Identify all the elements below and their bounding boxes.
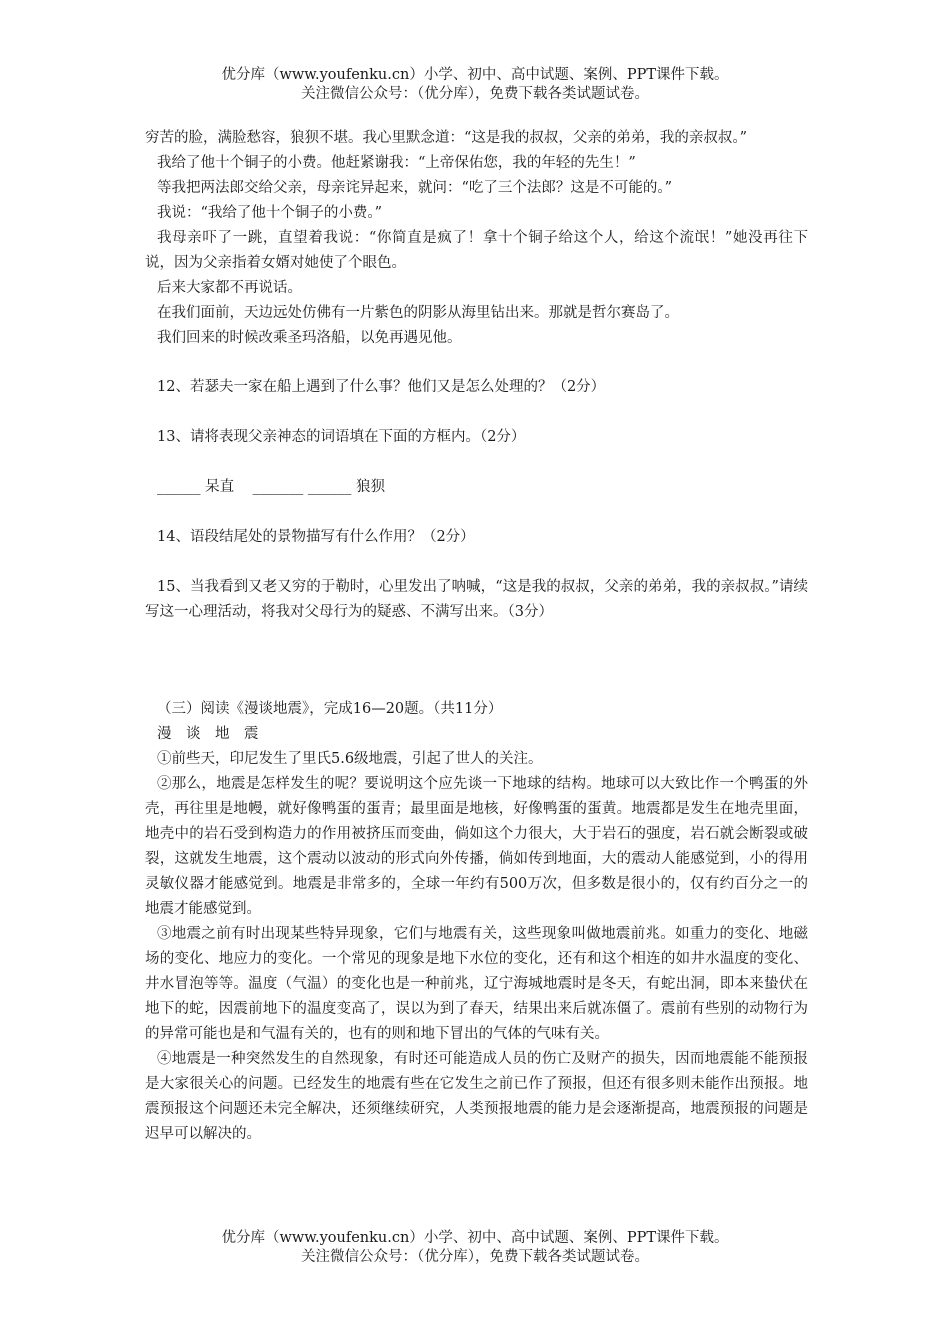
page-header (0, 66, 950, 104)
article-title: 漫 谈 地 震 (157, 726, 259, 742)
footer-line-2: 关注微信公众号：（优分库），免费下载各类试题试卷。 (301, 1249, 649, 1265)
article-paragraph-1: ①前些天，印尼发生了里氏5.6级地震，引起了世人的关注。 (157, 751, 543, 767)
story-paragraph-3: 等我把两法郎交给父亲，母亲诧异起来，就问：“吃了三个法郎？这是不可能的。” (157, 180, 673, 196)
story-paragraph-4: 我说：“我给了他十个铜子的小费。” (157, 205, 383, 221)
article-paragraph-3: ③地震之前有时出现某些特异现象，它们与地震有关，这些现象叫做地震前兆。如重力的变化、地磁场的变化、地应力的变化。一个常见的现象是地下水位的变化，还有和这个相连的如井水温度的变化、井水冒泡等等。温度（气温）的变化也是一种前兆，辽宁海城地震时是冬天，有蛇出洞，即本来蛰伏在地下的蛇，因震前地下的温度变高了，误以为到了春天，结果出来后就冻僵了。震前有些别的动物行为的异常可能也是和气温有关的，也有的则和地下冒出的气体的气味有关。 (145, 926, 808, 1042)
question-15: 15、当我看到又老又穷的于勒时，心里发出了呐喊，“这是我的叔叔，父亲的弟弟，我的亲叔叔。”请续写这一心理活动，将我对父母行为的疑惑、不满写出来。（3分） (145, 579, 808, 620)
story-paragraph-8: 我们回来的时候改乘圣玛洛船，以免再遇见他。 (157, 330, 462, 346)
question-14: 14、语段结尾处的景物描写有什么作用？（2分） (157, 529, 475, 545)
article-paragraph-4: ④地震是一种突然发生的自然现象，有时还可能造成人员的伤亡及财产的损失，因而地震能不能预报是大家很关心的问题。已经发生的地震有些在它发生之前已作了预报，但还有很多则未能作出预报。地震预报这个问题还未完全解决，还须继续研究，人类预报地震的能力是会逐渐提高，地震预报的问题是迟早可以解决的。 (145, 1051, 808, 1142)
footer-line-1: 优分库（www.youfenku.cn）小学、初中、高中试题、案例、PPT课件下载。 (221, 1230, 729, 1246)
story-paragraph-7: 在我们面前，天边远处仿佛有一片紫色的阴影从海里钻出来。那就是哲尔赛岛了。 (157, 305, 679, 321)
header-line-2: 关注微信公众号：（优分库），免费下载各类试题试卷。 (301, 86, 649, 102)
story-paragraph-2: 我给了他十个铜子的小费。他赶紧谢我：“上帝保佑您，我的年轻的先生！” (157, 155, 636, 171)
question-13-fill-blanks: ______ 呆直 _______ ______ 狼狈 (157, 479, 386, 495)
story-paragraph-6: 后来大家都不再说话。 (157, 280, 302, 296)
page-footer (0, 1229, 950, 1267)
story-paragraph-1: 穷苦的脸，满脸愁容，狼狈不堪。我心里默念道：“这是我的叔叔，父亲的弟弟，我的亲叔叔。” (145, 130, 748, 146)
header-line-1: 优分库（www.youfenku.cn）小学、初中、高中试题、案例、PPT课件下载。 (221, 67, 729, 83)
question-13: 13、请将表现父亲神态的词语填在下面的方框内。（2分） (157, 429, 526, 445)
article-paragraph-2: ②那么，地震是怎样发生的呢？要说明这个应先谈一下地球的结构。地球可以大致比作一个鸭蛋的外壳，再往里是地幔，就好像鸭蛋的蛋青；最里面是地核，好像鸭蛋的蛋黄。地震都是发生在地壳里面，地壳中的岩石受到构造力的作用被挤压而变曲，倘如这个力很大，大于岩石的强度，岩石就会断裂或破裂，这就发生地震，这个震动以波动的形式向外传播，倘如传到地面，大的震动人能感觉到，小的得用灵敏仪器才能感觉到。地震是非常多的，全球一年约有500万次，但多数是很小的，仅有约百分之一的地震才能感觉到。 (145, 776, 808, 917)
section-3-intro: （三）阅读《漫谈地震》，完成16—20题。（共11分） (157, 701, 503, 717)
story-paragraph-5: 我母亲吓了一跳，直望着我说：“你简直是疯了！拿十个铜子给这个人，给这个流氓！”她没再往下说，因为父亲指着女婿对她使了个眼色。 (145, 230, 808, 271)
page-content (145, 126, 808, 1147)
question-12: 12、若瑟夫一家在船上遇到了什么事？他们又是怎么处理的？（2分） (157, 379, 606, 395)
